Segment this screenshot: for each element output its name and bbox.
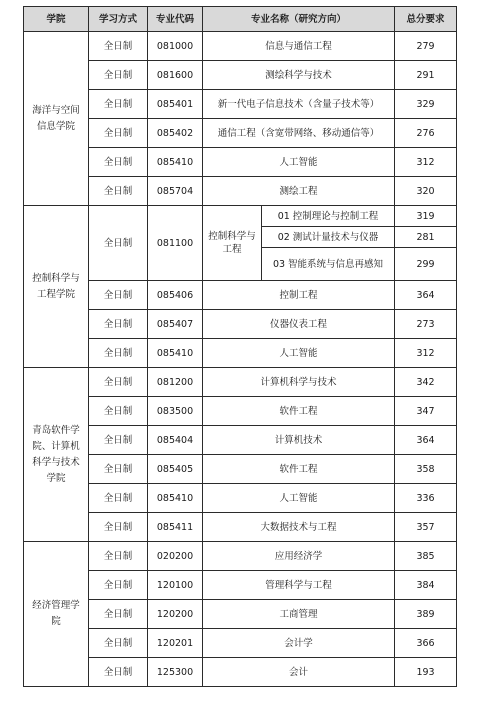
table-row	[24, 426, 457, 455]
major-code-cell: 085401	[148, 90, 203, 119]
major-code-cell: 085410	[148, 339, 203, 368]
table-row	[24, 397, 457, 426]
table-row	[24, 658, 457, 687]
header-major-code: 专业代码	[148, 7, 203, 32]
table-row	[24, 90, 457, 119]
major-name-cell: 人工智能	[203, 484, 395, 513]
major-name-cell: 控制科学与工程	[203, 206, 262, 281]
major-code-cell: 085704	[148, 177, 203, 206]
table-row	[24, 600, 457, 629]
score-cell: 384	[395, 571, 457, 600]
study-mode-cell: 全日制	[89, 629, 148, 658]
study-mode-cell: 全日制	[89, 600, 148, 629]
study-mode-cell: 全日制	[89, 542, 148, 571]
major-name-cell: 人工智能	[203, 339, 395, 368]
score-cell: 385	[395, 542, 457, 571]
table-row	[24, 148, 457, 177]
college-cell: 控制科学与工程学院	[24, 206, 89, 368]
score-cell: 329	[395, 90, 457, 119]
study-mode-cell: 全日制	[89, 368, 148, 397]
score-cell: 358	[395, 455, 457, 484]
direction-cell: 02 测试计量技术与仪器	[262, 227, 395, 248]
study-mode-cell: 全日制	[89, 310, 148, 339]
major-code-cell: 085410	[148, 148, 203, 177]
major-name-cell: 软件工程	[203, 455, 395, 484]
major-code-cell: 085406	[148, 281, 203, 310]
score-table-frame	[23, 6, 457, 687]
table-row	[24, 61, 457, 90]
table-row	[24, 484, 457, 513]
major-name-cell: 大数据技术与工程	[203, 513, 395, 542]
study-mode-cell: 全日制	[89, 397, 148, 426]
major-name-cell: 软件工程	[203, 397, 395, 426]
score-cell: 347	[395, 397, 457, 426]
study-mode-cell: 全日制	[89, 32, 148, 61]
major-code-cell: 020200	[148, 542, 203, 571]
major-name-cell: 测绘科学与技术	[203, 61, 395, 90]
table-row	[24, 177, 457, 206]
major-code-cell: 085404	[148, 426, 203, 455]
major-code-cell: 085402	[148, 119, 203, 148]
table-row	[24, 119, 457, 148]
major-code-cell: 081600	[148, 61, 203, 90]
major-name-cell: 计算机技术	[203, 426, 395, 455]
study-mode-cell: 全日制	[89, 177, 148, 206]
major-code-cell: 081000	[148, 32, 203, 61]
table-row	[24, 32, 457, 61]
table-row	[24, 368, 457, 397]
study-mode-cell: 全日制	[89, 426, 148, 455]
table-row	[24, 455, 457, 484]
major-name-cell: 会计	[203, 658, 395, 687]
score-cell: 319	[395, 206, 457, 227]
score-cell: 320	[395, 177, 457, 206]
major-name-cell: 人工智能	[203, 148, 395, 177]
major-name-cell: 仪器仪表工程	[203, 310, 395, 339]
table-row	[24, 339, 457, 368]
header-study-mode: 学习方式	[89, 7, 148, 32]
study-mode-cell: 全日制	[89, 90, 148, 119]
major-code-cell: 120200	[148, 600, 203, 629]
study-mode-cell: 全日制	[89, 206, 148, 281]
score-requirements-table	[23, 6, 457, 687]
study-mode-cell: 全日制	[89, 658, 148, 687]
major-name-cell: 通信工程（含宽带网络、移动通信等）	[203, 119, 395, 148]
study-mode-cell: 全日制	[89, 119, 148, 148]
college-cell: 海洋与空间信息学院	[24, 32, 89, 206]
major-name-cell: 新一代电子信息技术（含量子技术等）	[203, 90, 395, 119]
major-code-cell: 120100	[148, 571, 203, 600]
direction-cell: 03 智能系统与信息再感知	[262, 248, 395, 281]
study-mode-cell: 全日制	[89, 484, 148, 513]
score-cell: 273	[395, 310, 457, 339]
table-row	[24, 513, 457, 542]
table-row	[24, 310, 457, 339]
score-cell: 366	[395, 629, 457, 658]
major-name-cell: 管理科学与工程	[203, 571, 395, 600]
major-code-cell: 085407	[148, 310, 203, 339]
score-cell: 291	[395, 61, 457, 90]
major-code-cell: 085405	[148, 455, 203, 484]
table-header-row	[24, 7, 457, 32]
header-major-name: 专业名称（研究方向）	[203, 7, 395, 32]
score-cell: 389	[395, 600, 457, 629]
score-cell: 299	[395, 248, 457, 281]
score-cell: 312	[395, 148, 457, 177]
college-cell: 青岛软件学院、计算机科学与技术学院	[24, 368, 89, 542]
major-name-cell: 信息与通信工程	[203, 32, 395, 61]
study-mode-cell: 全日制	[89, 148, 148, 177]
major-code-cell: 125300	[148, 658, 203, 687]
score-cell: 357	[395, 513, 457, 542]
header-college: 学院	[24, 7, 89, 32]
score-cell: 281	[395, 227, 457, 248]
table-row	[24, 281, 457, 310]
major-code-cell: 120201	[148, 629, 203, 658]
major-code-cell: 085411	[148, 513, 203, 542]
major-name-cell: 工商管理	[203, 600, 395, 629]
table-row	[24, 542, 457, 571]
study-mode-cell: 全日制	[89, 339, 148, 368]
score-cell: 364	[395, 281, 457, 310]
score-cell: 364	[395, 426, 457, 455]
major-code-cell: 081200	[148, 368, 203, 397]
study-mode-cell: 全日制	[89, 513, 148, 542]
table-row	[24, 629, 457, 658]
major-name-cell: 测绘工程	[203, 177, 395, 206]
major-code-cell: 083500	[148, 397, 203, 426]
table-row	[24, 571, 457, 600]
study-mode-cell: 全日制	[89, 571, 148, 600]
study-mode-cell: 全日制	[89, 281, 148, 310]
college-cell: 经济管理学院	[24, 542, 89, 687]
score-cell: 276	[395, 119, 457, 148]
major-code-cell: 081100	[148, 206, 203, 281]
table-row	[24, 206, 457, 227]
major-name-cell: 计算机科学与技术	[203, 368, 395, 397]
major-name-cell: 会计学	[203, 629, 395, 658]
major-name-cell: 控制工程	[203, 281, 395, 310]
score-cell: 193	[395, 658, 457, 687]
direction-cell: 01 控制理论与控制工程	[262, 206, 395, 227]
score-cell: 342	[395, 368, 457, 397]
score-cell: 312	[395, 339, 457, 368]
score-cell: 279	[395, 32, 457, 61]
header-total-score: 总分要求	[395, 7, 457, 32]
score-cell: 336	[395, 484, 457, 513]
major-code-cell: 085410	[148, 484, 203, 513]
study-mode-cell: 全日制	[89, 61, 148, 90]
study-mode-cell: 全日制	[89, 455, 148, 484]
major-name-cell: 应用经济学	[203, 542, 395, 571]
